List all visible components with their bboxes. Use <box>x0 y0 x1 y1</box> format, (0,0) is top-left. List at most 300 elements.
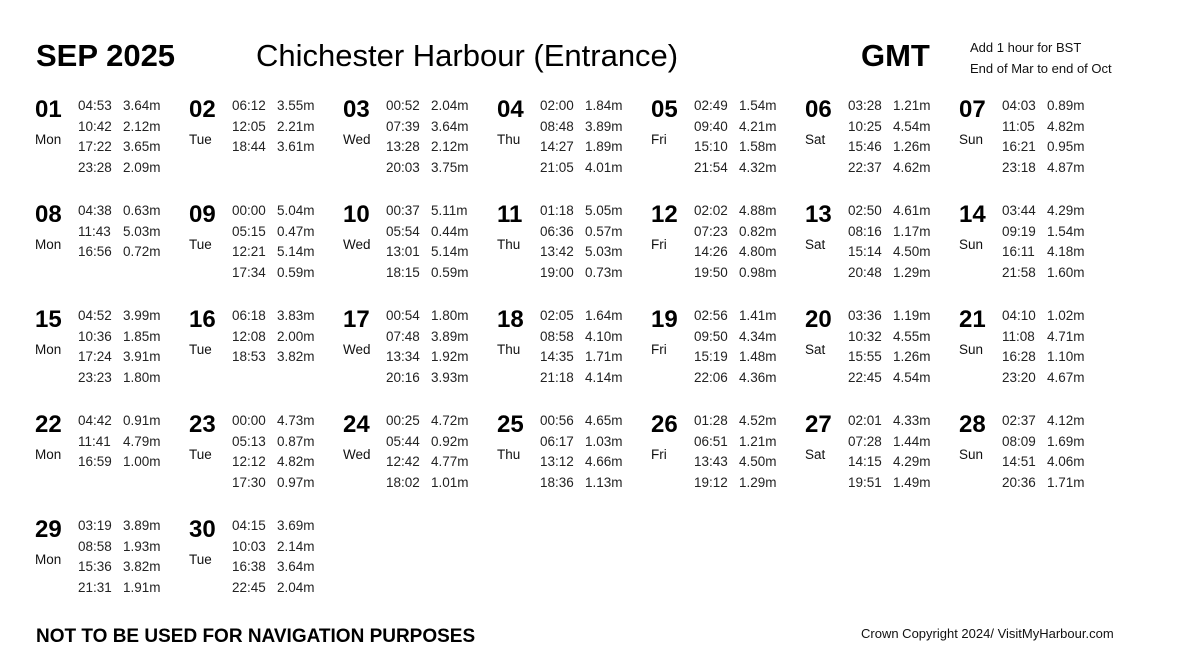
day-number: 18 <box>497 306 524 333</box>
tide-list <box>386 411 469 494</box>
tide-time: 11:05 <box>1002 118 1035 134</box>
tide-height: 4.33m <box>893 413 931 428</box>
tide-time: 06:17 <box>540 433 574 449</box>
tide-time: 12:08 <box>232 328 266 344</box>
tide-time: 14:51 <box>1002 454 1036 470</box>
tide-time: 04:03 <box>1002 98 1036 113</box>
day-cell <box>189 96 339 196</box>
tide-height: 1.21m <box>893 98 931 113</box>
tide-time: 02:50 <box>848 203 882 218</box>
day-cell <box>343 96 493 196</box>
day-name: Mon <box>35 447 62 462</box>
tide-height: 2.14m <box>277 538 315 554</box>
tide-height: 1.01m <box>431 475 469 491</box>
tide-entry <box>540 263 623 284</box>
tide-entry <box>848 263 931 284</box>
tide-entry <box>386 222 469 243</box>
tide-height: 0.73m <box>585 265 623 281</box>
tide-time: 13:34 <box>386 349 420 365</box>
tide-height: 3.93m <box>431 370 469 386</box>
day-number: 16 <box>189 306 216 333</box>
day-cell <box>651 306 801 406</box>
tide-time: 18:36 <box>540 475 574 491</box>
tide-entry <box>78 368 161 389</box>
tide-time: 04:42 <box>78 413 112 428</box>
tide-entry <box>232 347 315 368</box>
tide-height: 3.75m <box>431 160 469 176</box>
day-cell <box>805 96 955 196</box>
tide-height: 4.72m <box>431 413 469 428</box>
tide-height: 1.71m <box>585 349 623 365</box>
day-name: Sun <box>959 447 984 462</box>
tide-time: 08:48 <box>540 118 574 134</box>
tide-entry <box>694 158 777 179</box>
tide-entry <box>386 137 469 158</box>
day-number: 11 <box>497 201 523 228</box>
tide-entry <box>694 473 777 494</box>
day-number: 22 <box>35 411 62 438</box>
tide-list <box>78 96 161 179</box>
tide-list <box>694 201 777 284</box>
tide-height: 4.67m <box>1047 370 1085 386</box>
tide-time: 05:54 <box>386 223 420 239</box>
day-name: Sat <box>805 132 826 147</box>
day-cell <box>651 411 801 511</box>
day-number: 30 <box>189 516 216 543</box>
tide-entry <box>694 222 777 243</box>
tide-entry <box>386 347 469 368</box>
day-cell <box>35 306 185 406</box>
day-number: 23 <box>189 411 216 438</box>
tide-height: 1.26m <box>893 139 931 155</box>
tide-height: 4.34m <box>739 328 777 344</box>
day-number: 10 <box>343 201 370 228</box>
tide-time: 05:44 <box>386 433 420 449</box>
tide-height: 3.89m <box>585 118 623 134</box>
tide-entry <box>694 368 777 389</box>
tide-entry <box>1002 306 1085 327</box>
tide-entry <box>386 242 469 263</box>
tide-height: 1.84m <box>585 98 623 113</box>
tide-height: 4.29m <box>893 454 931 470</box>
tide-height: 1.58m <box>739 139 777 155</box>
tide-time: 14:26 <box>694 244 728 260</box>
day-cell <box>189 516 339 616</box>
tide-time: 13:43 <box>694 454 728 470</box>
tide-time: 18:44 <box>232 139 266 155</box>
tide-time: 04:15 <box>232 518 266 533</box>
tide-entry <box>1002 432 1085 453</box>
tide-time: 19:00 <box>540 265 574 281</box>
day-name: Sun <box>959 342 984 357</box>
tide-height: 4.71m <box>1047 328 1085 344</box>
tide-time: 10:42 <box>78 118 112 134</box>
tide-entry <box>694 263 777 284</box>
tide-list <box>848 306 931 389</box>
tide-time: 13:42 <box>540 244 574 260</box>
tide-height: 4.61m <box>893 203 931 218</box>
tide-height: 0.89m <box>1047 98 1085 113</box>
tide-height: 2.12m <box>431 139 469 155</box>
tide-entry <box>386 432 469 453</box>
navigation-warning: NOT TO BE USED FOR NAVIGATION PURPOSES <box>36 626 476 647</box>
tide-entry <box>694 201 777 222</box>
tide-time: 19:12 <box>694 475 728 491</box>
tide-entry <box>232 137 315 158</box>
tide-entry <box>1002 201 1085 222</box>
tide-entry <box>1002 263 1085 284</box>
tide-height: 2.04m <box>277 580 315 596</box>
tide-height: 1.54m <box>739 98 777 113</box>
tide-height: 3.82m <box>277 349 315 365</box>
tide-time: 15:19 <box>694 349 728 365</box>
tide-entry <box>232 96 315 117</box>
tide-time: 02:49 <box>694 98 728 113</box>
tide-height: 0.57m <box>585 223 623 239</box>
day-number: 15 <box>35 306 62 333</box>
tide-height: 1.41m <box>739 308 777 323</box>
tide-entry <box>540 432 623 453</box>
tide-entry <box>386 473 469 494</box>
tide-time: 03:19 <box>78 518 112 533</box>
tide-list <box>848 201 931 284</box>
tide-entry <box>78 347 161 368</box>
day-cell <box>497 411 647 511</box>
tide-time: 04:10 <box>1002 308 1036 323</box>
day-number: 08 <box>35 201 62 228</box>
tide-height: 2.00m <box>277 328 315 344</box>
tide-time: 15:46 <box>848 139 882 155</box>
tide-entry <box>78 242 161 263</box>
tide-list <box>386 201 469 284</box>
tide-entry <box>1002 347 1085 368</box>
tide-time: 11:43 <box>78 223 111 239</box>
tide-height: 1.80m <box>431 308 469 323</box>
tide-height: 1.10m <box>1047 349 1085 365</box>
tide-height: 5.04m <box>277 203 315 218</box>
tide-height: 1.13m <box>585 475 623 491</box>
tide-time: 01:28 <box>694 413 728 428</box>
tide-height: 1.17m <box>893 223 931 239</box>
tide-entry <box>1002 222 1085 243</box>
day-cell <box>189 201 339 301</box>
tide-time: 11:41 <box>78 433 111 449</box>
tide-time: 07:28 <box>848 433 882 449</box>
tide-entry <box>1002 327 1085 348</box>
tide-entry <box>540 96 623 117</box>
tide-entry <box>78 537 161 558</box>
tide-time: 10:36 <box>78 328 112 344</box>
tide-time: 20:03 <box>386 160 420 176</box>
day-name: Sat <box>805 342 826 357</box>
tide-height: 2.12m <box>123 118 161 134</box>
tide-entry <box>540 368 623 389</box>
tide-list <box>1002 411 1085 494</box>
tide-height: 1.49m <box>893 475 931 491</box>
tide-height: 1.89m <box>585 139 623 155</box>
day-name: Sun <box>959 237 984 252</box>
bst-note-line2: End of Mar to end of Oct <box>970 61 1112 76</box>
tide-height: 5.05m <box>585 203 623 218</box>
tide-height: 4.10m <box>585 328 623 344</box>
tide-height: 4.50m <box>739 454 777 470</box>
day-cell <box>959 306 1109 406</box>
tide-time: 20:36 <box>1002 475 1036 491</box>
tide-entry <box>1002 452 1085 473</box>
tide-height: 2.09m <box>123 160 161 176</box>
day-cell <box>35 201 185 301</box>
tide-list <box>232 411 315 494</box>
tide-height: 4.73m <box>277 413 315 428</box>
day-name: Mon <box>35 342 62 357</box>
tide-time: 14:15 <box>848 454 882 470</box>
day-number: 17 <box>343 306 370 333</box>
tide-time: 21:54 <box>694 160 728 176</box>
day-cell <box>805 411 955 511</box>
tide-entry <box>848 368 931 389</box>
tide-entry <box>694 96 777 117</box>
day-name: Sat <box>805 447 826 462</box>
tide-entry <box>232 306 315 327</box>
tide-time: 22:45 <box>848 370 882 386</box>
tide-time: 22:06 <box>694 370 728 386</box>
tide-time: 00:00 <box>232 203 266 218</box>
tide-list <box>694 411 777 494</box>
day-name: Thu <box>497 132 521 147</box>
tide-entry <box>78 158 161 179</box>
tide-entry <box>848 96 931 117</box>
tide-time: 22:37 <box>848 160 882 176</box>
tide-height: 4.77m <box>431 454 469 470</box>
tide-entry <box>694 137 777 158</box>
tide-height: 4.88m <box>739 203 777 218</box>
tide-time: 16:21 <box>1002 139 1036 155</box>
tide-height: 1.48m <box>739 349 777 365</box>
tide-height: 1.92m <box>431 349 469 365</box>
tide-entry <box>848 158 931 179</box>
tide-entry <box>386 263 469 284</box>
tide-list <box>232 96 315 158</box>
day-number: 13 <box>805 201 832 228</box>
tide-time: 23:18 <box>1002 160 1036 176</box>
tide-entry <box>540 222 623 243</box>
tide-entry <box>694 327 777 348</box>
tide-height: 4.62m <box>893 160 931 176</box>
tide-time: 20:16 <box>386 370 420 386</box>
day-name: Tue <box>189 237 212 252</box>
tide-entry <box>232 242 315 263</box>
tide-time: 12:42 <box>386 454 420 470</box>
day-name: Mon <box>35 237 62 252</box>
tide-entry <box>694 306 777 327</box>
tide-entry <box>232 473 315 494</box>
tide-time: 09:40 <box>694 118 728 134</box>
tide-height: 4.54m <box>893 118 931 134</box>
tide-time: 03:28 <box>848 98 882 113</box>
tide-time: 02:01 <box>848 413 882 428</box>
tide-time: 02:02 <box>694 203 728 218</box>
tide-height: 4.32m <box>739 160 777 176</box>
day-cell <box>35 411 185 511</box>
tide-time: 21:18 <box>540 370 574 386</box>
day-cell <box>651 201 801 301</box>
tide-entry <box>694 347 777 368</box>
tide-entry <box>78 306 161 327</box>
tide-time: 12:21 <box>232 244 266 260</box>
tide-entry <box>694 242 777 263</box>
tide-time: 19:50 <box>694 265 728 281</box>
tide-time: 13:01 <box>386 244 420 260</box>
tide-list <box>1002 96 1085 179</box>
day-cell <box>497 201 647 301</box>
tide-height: 1.26m <box>893 349 931 365</box>
day-name: Tue <box>189 552 212 567</box>
tide-height: 5.03m <box>585 244 623 260</box>
tide-height: 3.82m <box>123 559 161 575</box>
tide-height: 3.64m <box>431 118 469 134</box>
tide-height: 1.69m <box>1047 433 1085 449</box>
day-name: Tue <box>189 132 212 147</box>
tide-list <box>694 96 777 179</box>
tide-entry <box>848 242 931 263</box>
tide-entry <box>232 222 315 243</box>
day-name: Tue <box>189 447 212 462</box>
tide-entry <box>848 452 931 473</box>
tide-list <box>386 306 469 389</box>
tide-entry <box>1002 96 1085 117</box>
day-name: Tue <box>189 342 212 357</box>
tide-entry <box>232 432 315 453</box>
tide-time: 16:56 <box>78 244 112 260</box>
tide-time: 03:36 <box>848 308 882 323</box>
day-name: Thu <box>497 237 521 252</box>
tide-list <box>78 516 161 599</box>
tide-list <box>232 306 315 368</box>
tide-height: 3.99m <box>123 308 161 323</box>
tide-time: 04:53 <box>78 98 112 113</box>
tide-entry <box>78 432 161 453</box>
tide-time: 06:51 <box>694 433 728 449</box>
tide-time: 15:10 <box>694 139 728 155</box>
tide-height: 4.29m <box>1047 203 1085 218</box>
bst-note-line1: Add 1 hour for BST <box>970 40 1082 55</box>
tide-height: 4.21m <box>739 118 777 134</box>
tide-time: 16:28 <box>1002 349 1036 365</box>
tide-height: 1.29m <box>893 265 931 281</box>
tide-time: 04:38 <box>78 203 112 218</box>
tide-time: 14:35 <box>540 349 574 365</box>
tide-entry <box>848 411 931 432</box>
tide-height: 1.85m <box>123 328 161 344</box>
day-name: Sun <box>959 132 984 147</box>
day-name: Thu <box>497 447 521 462</box>
tide-time: 09:50 <box>694 328 728 344</box>
tide-height: 5.03m <box>123 223 161 239</box>
tide-entry <box>78 137 161 158</box>
tide-height: 4.66m <box>585 454 623 470</box>
day-number: 14 <box>959 201 986 228</box>
tide-entry <box>78 327 161 348</box>
tide-list <box>540 201 623 284</box>
tide-height: 4.52m <box>739 413 777 428</box>
tide-time: 03:44 <box>1002 203 1036 218</box>
tide-time: 13:12 <box>540 454 574 470</box>
tide-time: 11:08 <box>1002 328 1035 344</box>
tide-entry <box>540 117 623 138</box>
tide-time: 23:28 <box>78 160 112 176</box>
tide-time: 17:22 <box>78 139 112 155</box>
tide-height: 4.65m <box>585 413 623 428</box>
day-name: Fri <box>651 447 667 462</box>
tide-entry <box>232 516 315 537</box>
tide-entry <box>1002 242 1085 263</box>
tide-entry <box>386 411 469 432</box>
tide-height: 1.80m <box>123 370 161 386</box>
tide-entry <box>1002 137 1085 158</box>
tide-time: 08:58 <box>540 328 574 344</box>
day-number: 19 <box>651 306 678 333</box>
day-cell <box>343 411 493 511</box>
timezone-label: GMT <box>861 38 930 73</box>
tide-time: 19:51 <box>848 475 882 491</box>
tide-height: 3.83m <box>277 308 315 323</box>
tide-height: 5.14m <box>431 244 469 260</box>
tide-height: 4.82m <box>277 454 315 470</box>
tide-entry <box>540 201 623 222</box>
tide-height: 5.11m <box>431 203 468 218</box>
tide-time: 00:25 <box>386 413 420 428</box>
tide-time: 02:05 <box>540 308 574 323</box>
day-name: Fri <box>651 342 667 357</box>
tide-height: 0.98m <box>739 265 777 281</box>
tide-height: 0.92m <box>431 433 469 449</box>
tide-list <box>78 306 161 389</box>
tide-time: 02:37 <box>1002 413 1036 428</box>
tide-time: 10:32 <box>848 328 882 344</box>
tide-entry <box>540 242 623 263</box>
tide-height: 5.14m <box>277 244 315 260</box>
day-cell <box>497 96 647 196</box>
day-cell <box>959 96 1109 196</box>
tide-height: 4.80m <box>739 244 777 260</box>
day-cell <box>343 306 493 406</box>
tide-height: 3.91m <box>123 349 161 365</box>
tide-entry <box>848 222 931 243</box>
tide-height: 3.65m <box>123 139 161 155</box>
tide-height: 0.63m <box>123 203 161 218</box>
tide-entry <box>232 578 315 599</box>
tide-time: 23:23 <box>78 370 112 386</box>
tide-height: 0.72m <box>123 244 161 260</box>
tide-entry <box>386 368 469 389</box>
tide-time: 23:20 <box>1002 370 1036 386</box>
tide-time: 08:16 <box>848 223 882 239</box>
tide-list <box>694 306 777 389</box>
tide-height: 0.91m <box>123 413 161 428</box>
tide-entry <box>386 158 469 179</box>
tide-height: 1.44m <box>893 433 931 449</box>
tide-entry <box>386 327 469 348</box>
tide-entry <box>1002 473 1085 494</box>
day-cell <box>189 306 339 406</box>
tide-height: 3.89m <box>123 518 161 533</box>
day-cell <box>805 306 955 406</box>
day-number: 20 <box>805 306 832 333</box>
tide-height: 4.12m <box>1047 413 1085 428</box>
tide-height: 2.04m <box>431 98 469 113</box>
tide-time: 22:45 <box>232 580 266 596</box>
tide-list <box>386 96 469 179</box>
